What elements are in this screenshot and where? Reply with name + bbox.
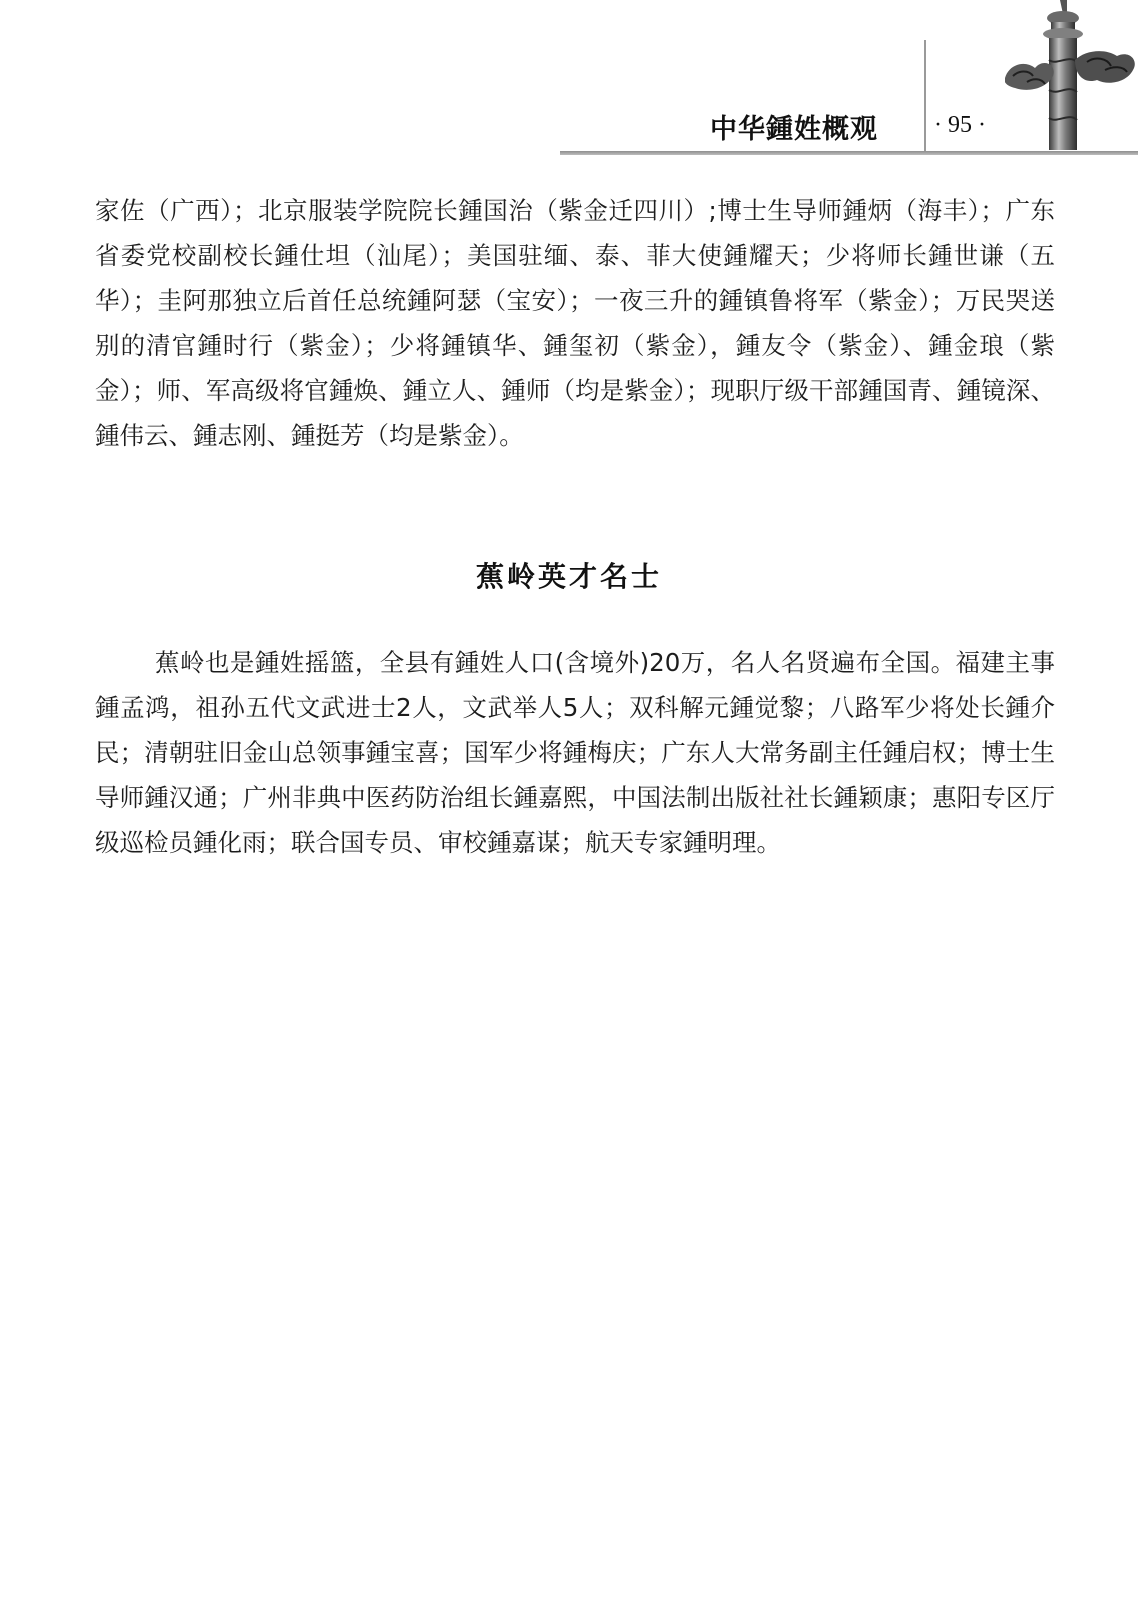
section-heading: 蕉岭英才名士 [475,560,662,593]
book-title: 中华鍾姓概观 [710,114,878,145]
body-paragraph: 蕉岭也是鍾姓摇篮，全县有鍾姓人口(含境外)20万，名人名贤遍布全国。福建主事鍾孟鸿，祖孙五代文武进士2人，文武举人5人；双科解元鍾觉黎；八路军少将处长鍾介民；清朝驻旧金山总领事鍾宝喜；国军少将鍾梅庆；广东人大常务副主任鍾启权；博士生导师鍾汉通；广州非典中医药防治组长鍾嘉熙，中国法制出版社社长鍾颖康；惠阳专区厅级巡检员鍾化雨；联合国专员、审校鍾嘉谋；航天专家鍾明理。 [95,648,1055,857]
header-horizontal-rule [560,151,1138,155]
huabiao-pillar-icon [1005,0,1138,150]
page-number: · 95 · [934,112,986,138]
header-vertical-rule [924,40,926,152]
body-paragraph: 家佐（广西）；北京服装学院院长鍾国治（紫金迁四川）;博士生导师鍾炳（海丰）；广东省委党校副校长鍾仕坦（汕尾）；美国驻缅、泰、菲大使鍾耀天；少将师长鍾世谦（五华）；圭阿那独立后首任总统鍾阿瑟（宝安）；一夜三升的鍾镇鲁将军（紫金）；万民哭送别的清官鍾时行（紫金）；少将鍾镇华、鍾玺初（紫金），鍾友令（紫金）、鍾金琅（紫金）；师、军高级将官鍾焕、鍾立人、鍾师（均是紫金）；现职厅级干部鍾国青、鍾镜深、鍾伟云、鍾志刚、鍾挺芳（均是紫金）。 [95,196,1055,450]
